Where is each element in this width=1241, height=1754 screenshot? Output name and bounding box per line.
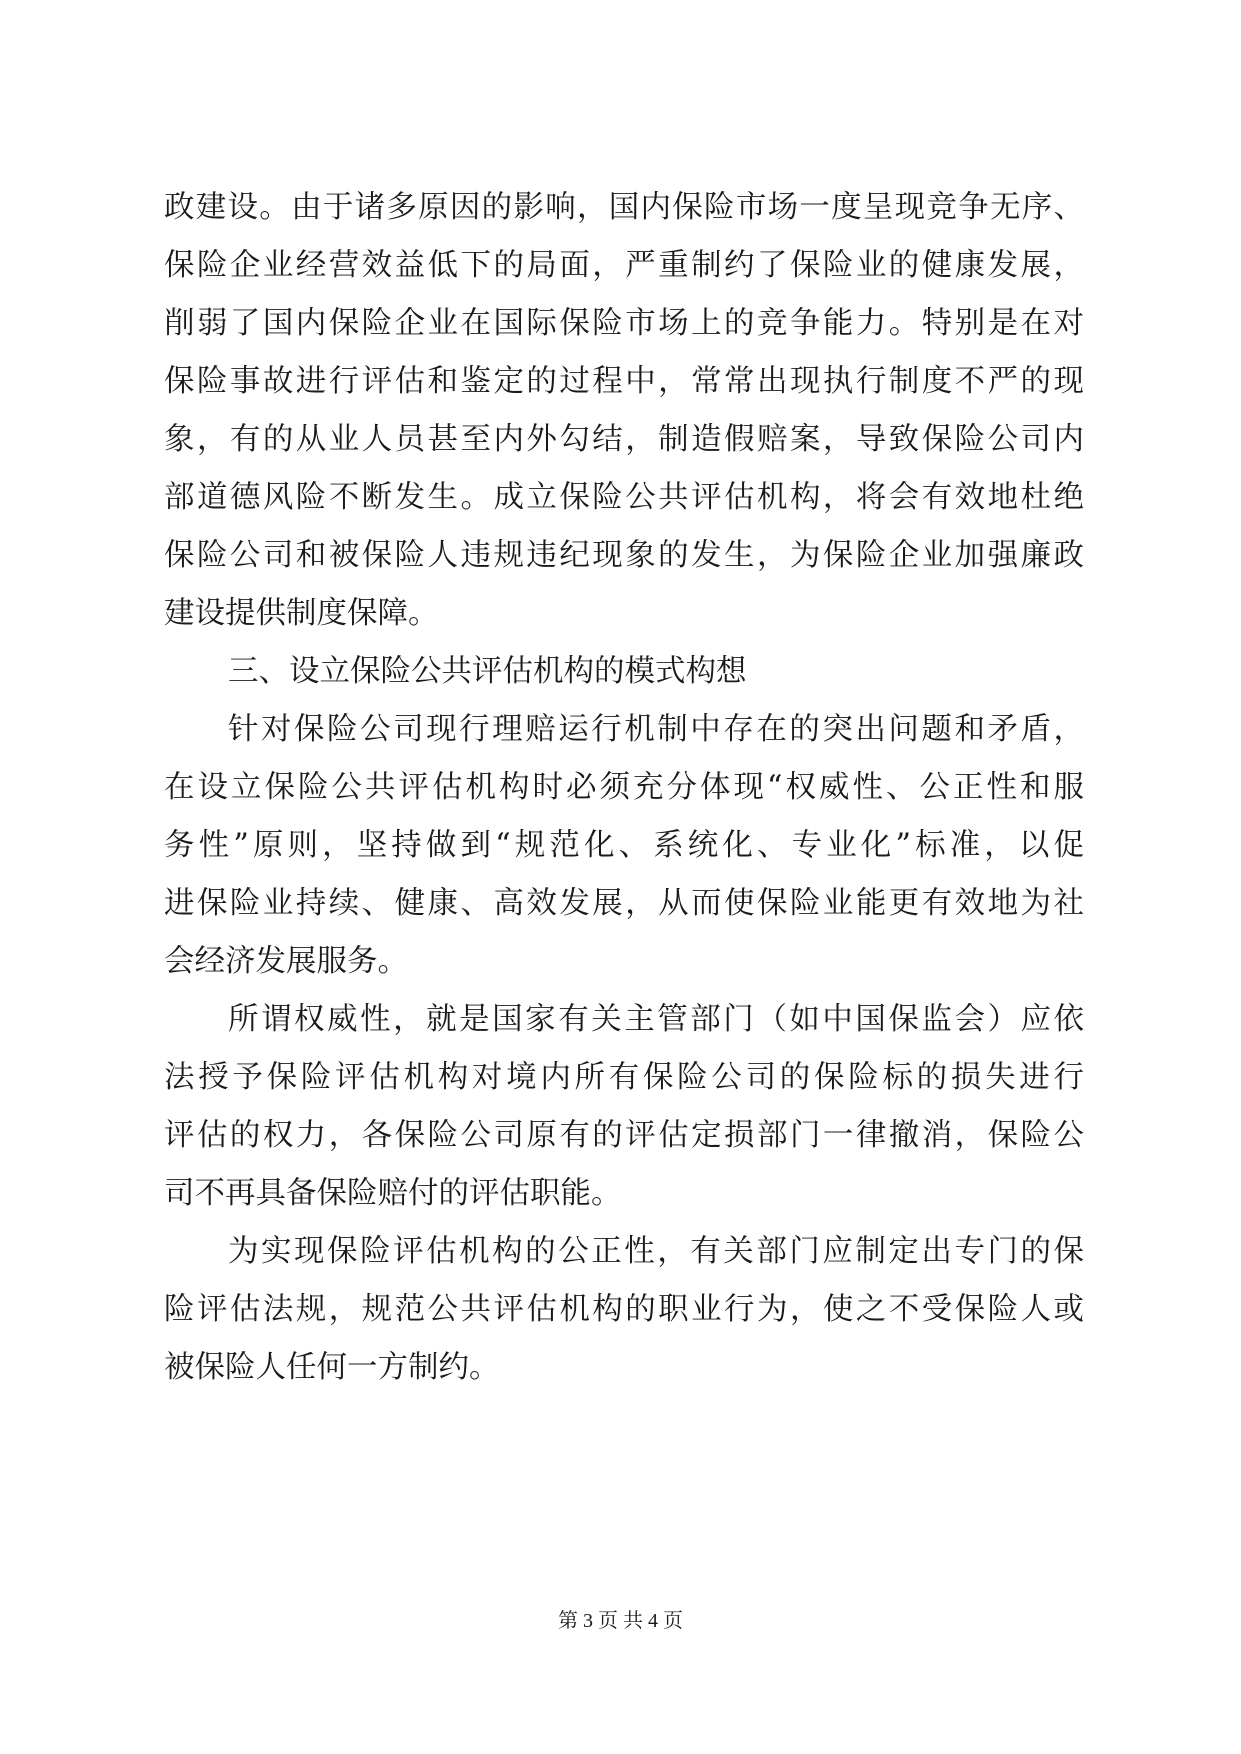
paragraph-line: 保险企业经营效益低下的局面，严重制约了保险业的健康发展， <box>164 248 1084 283</box>
paragraph-line: 进保险业持续、健康、高效发展，从而使保险业能更有效地为社 <box>164 886 1084 921</box>
section-heading: 三、设立保险公共评估机构的模式构想 <box>228 654 747 689</box>
paragraph-line: 务性”原则，坚持做到“规范化、系统化、专业化”标准，以促 <box>164 828 1084 863</box>
paragraph-line: 在设立保险公共评估机构时必须充分体现“权威性、公正性和服 <box>164 770 1084 805</box>
paragraph-line: 保险事故进行评估和鉴定的过程中，常常出现执行制度不严的现 <box>164 364 1084 399</box>
paragraph-line: 象，有的从业人员甚至内外勾结，制造假赔案，导致保险公司内 <box>164 422 1084 457</box>
paragraph-line: 被保险人任何一方制约。 <box>164 1350 500 1385</box>
paragraph-line: 法授予保险评估机构对境内所有保险公司的保险标的损失进行 <box>164 1060 1084 1095</box>
paragraph-line: 所谓权威性，就是国家有关主管部门（如中国保监会）应依 <box>228 1002 1084 1037</box>
paragraph-line: 削弱了国内保险企业在国际保险市场上的竞争能力。特别是在对 <box>164 306 1084 341</box>
paragraph-line: 针对保险公司现行理赔运行机制中存在的突出问题和矛盾， <box>228 712 1084 747</box>
paragraph-line: 评估的权力，各保险公司原有的评估定损部门一律撤消，保险公 <box>164 1118 1084 1153</box>
paragraph-line: 建设提供制度保障。 <box>164 596 439 631</box>
paragraph-line: 为实现保险评估机构的公正性，有关部门应制定出专门的保 <box>228 1234 1084 1269</box>
paragraph-line: 司不再具备保险赔付的评估职能。 <box>164 1176 622 1211</box>
paragraph-line: 部道德风险不断发生。成立保险公共评估机构，将会有效地杜绝 <box>164 480 1084 515</box>
paragraph-line: 政建设。由于诸多原因的影响，国内保险市场一度呈现竞争无序、 <box>164 190 1084 225</box>
paragraph-line: 会经济发展服务。 <box>164 944 408 979</box>
paragraph-line: 险评估法规，规范公共评估机构的职业行为，使之不受保险人或 <box>164 1292 1084 1327</box>
page-number-footer: 第 3 页 共 4 页 <box>558 1610 683 1632</box>
paragraph-line: 保险公司和被保险人违规违纪现象的发生，为保险企业加强廉政 <box>164 538 1084 573</box>
